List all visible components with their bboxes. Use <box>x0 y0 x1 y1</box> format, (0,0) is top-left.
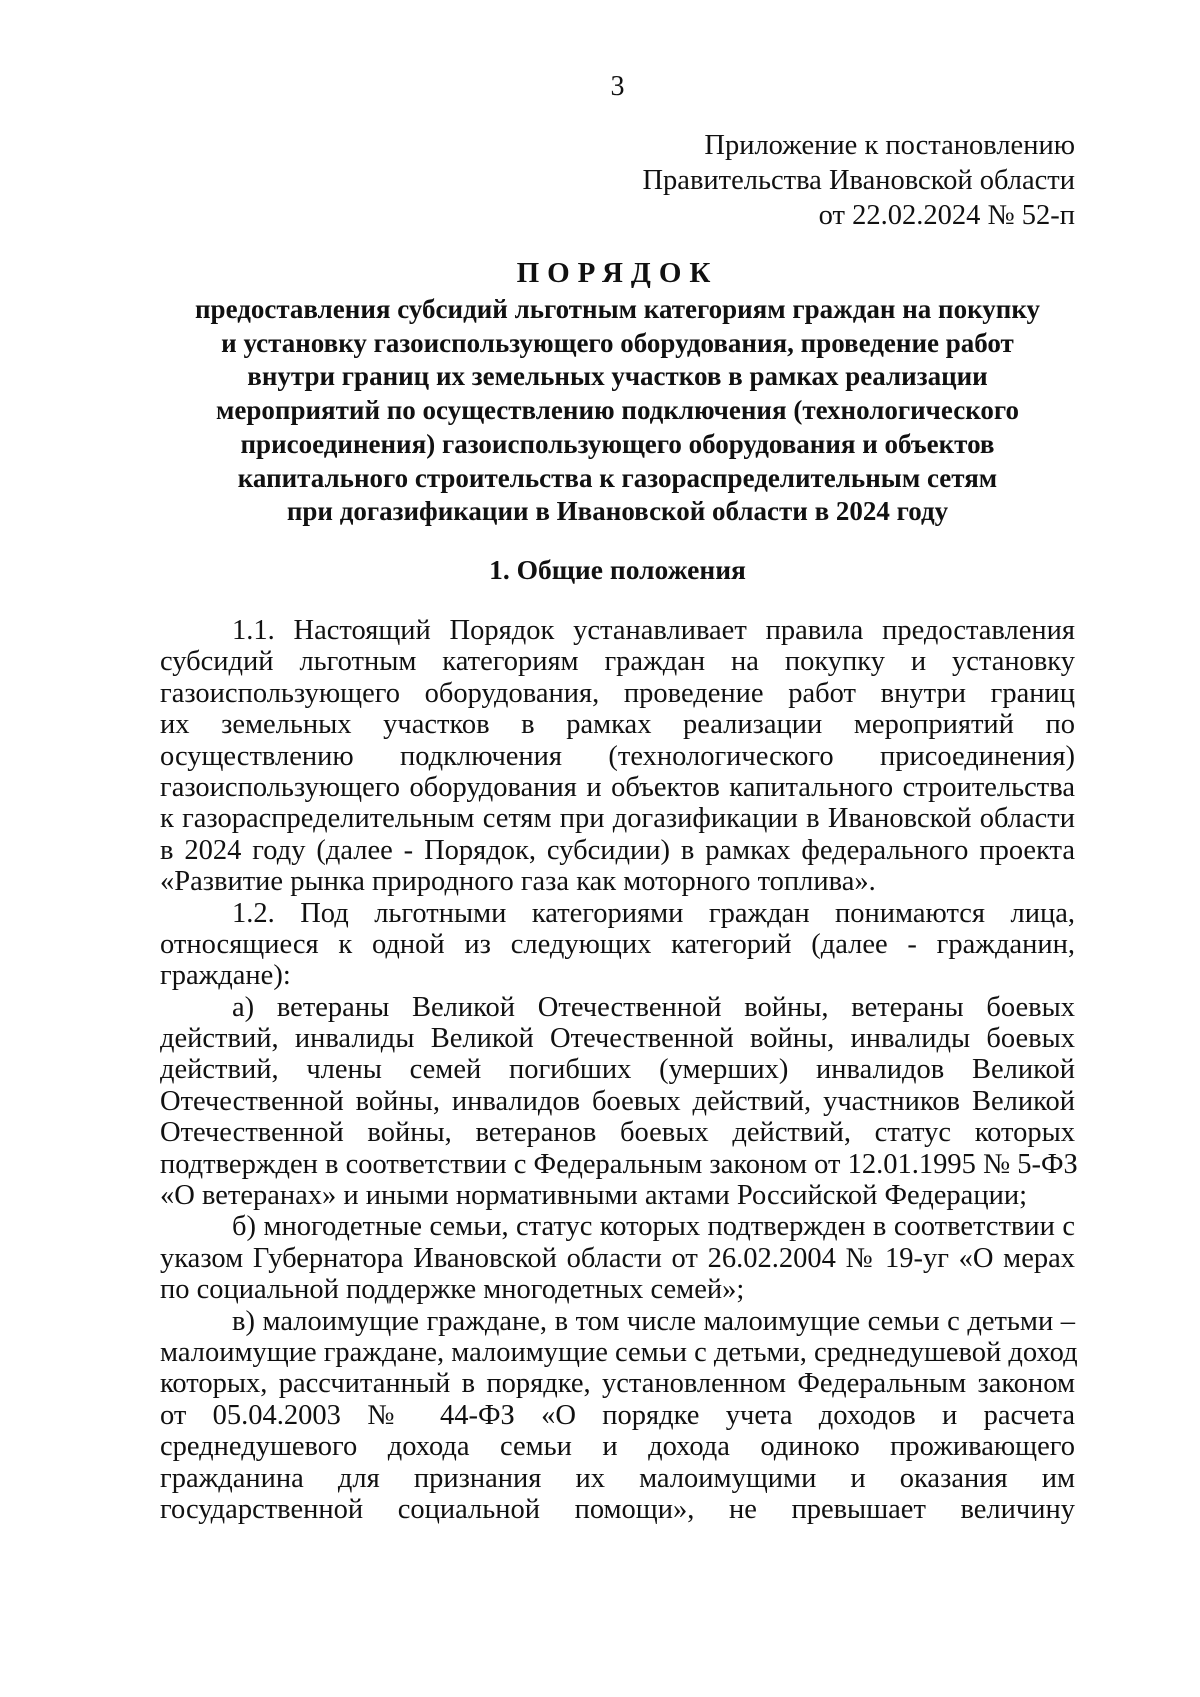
paragraph-line: их земельных участков в рамках реализации мероприятий по <box>160 709 1075 741</box>
document-title: ПОРЯДОК <box>516 257 719 289</box>
document-subtitle <box>160 293 1075 529</box>
paragraph-line: «Развитие рынка природного газа как моторного топлива». <box>160 866 876 898</box>
paragraph-line: среднедушевого дохода семьи и дохода одиноко проживающего <box>160 1431 1075 1463</box>
paragraph-line: Отечественной войны, ветеранов боевых действий, статус которых <box>160 1117 1075 1149</box>
subtitle-line: присоединения) газоиспользующего оборудования и объектов <box>240 428 995 459</box>
section-heading: 1. Общие положения <box>489 554 746 585</box>
paragraph-line: указом Губернатора Ивановской области от 26.02.2004 № 19-уг «О мерах <box>160 1242 1075 1274</box>
paragraph-line: которых, рассчитанный в порядке, установленном Федеральным законом <box>160 1368 1075 1400</box>
paragraph-line: к газораспределительным сетям при догазификации в Ивановской области <box>160 803 1075 835</box>
paragraph-line: от 05.04.2003 № 44-ФЗ «О порядке учета доходов и расчета <box>160 1399 1075 1431</box>
paragraph-line: газоиспользующего оборудования и объектов капитального строительства <box>160 771 1075 803</box>
body-text <box>160 615 1078 1525</box>
appendix-line: Правительства Ивановской области <box>642 165 1075 196</box>
subtitle-line: капитального строительства к газораспределительным сетям <box>237 462 998 493</box>
subtitle-line: внутри границ их земельных участков в рамках реализации <box>247 361 988 392</box>
paragraph-line: субсидий льготным категориям граждан на покупку и установку <box>160 646 1075 678</box>
paragraph-line: государственной социальной помощи», не превышает величину <box>160 1493 1075 1525</box>
subtitle-line: при догазификации в Ивановской области в 2024 году <box>286 496 949 527</box>
subtitle-line: мероприятий по осуществлению подключения (технологического <box>216 395 1019 426</box>
appendix-line: Приложение к постановлению <box>704 130 1075 161</box>
paragraph-line: газоиспользующего оборудования, проведение работ внутри границ <box>160 677 1075 709</box>
paragraph-line: «О ветеранах» и иными нормативными актами Российской Федерации; <box>160 1180 1027 1212</box>
paragraph-line: граждане): <box>160 960 291 992</box>
paragraph-line: действий, инвалиды Великой Отечественной войны, инвалиды боевых <box>160 1023 1075 1055</box>
paragraph-line: гражданина для признания их малоимущими и оказания им <box>160 1462 1075 1494</box>
paragraph-line: в 2024 году (далее - Порядок, субсидии) в рамках федерального проекта <box>160 834 1075 866</box>
appendix-reference <box>160 128 1075 233</box>
paragraph-line: действий, члены семей погибших (умерших) инвалидов Великой <box>160 1054 1075 1086</box>
paragraph-line: б) многодетные семьи, статус которых подтвержден в соответствии с <box>232 1211 1075 1243</box>
paragraph-line: 1.2. Под льготными категориями граждан понимаются лица, <box>232 897 1075 929</box>
paragraph-line: а) ветераны Великой Отечественной войны, ветераны боевых <box>232 991 1075 1023</box>
paragraph-line: относящиеся к одной из следующих категорий (далее - гражданин, <box>160 928 1075 960</box>
subtitle-line: и установку газоиспользующего оборудования, проведение работ <box>221 327 1014 358</box>
paragraph-line: Отечественной войны, инвалидов боевых действий, участников Великой <box>160 1085 1075 1117</box>
paragraph-line: малоимущие граждане, малоимущие семьи с детьми, среднедушевой доход <box>160 1336 1078 1368</box>
paragraph-line: в) малоимущие граждане, в том числе малоимущие семьи с детьми – <box>232 1305 1075 1337</box>
paragraph-line: 1.1. Настоящий Порядок устанавливает правила предоставления <box>232 615 1075 646</box>
appendix-line: от 22.02.2024 № 52-п <box>818 200 1075 231</box>
paragraph-line: осуществлению подключения (технологического присоединения) <box>160 740 1075 772</box>
subtitle-line: предоставления субсидий льготным категориям граждан на покупку <box>195 294 1040 324</box>
document-page <box>160 0 1078 1697</box>
page-number: 3 <box>610 71 625 102</box>
paragraph-line: подтвержден в соответствии с Федеральным законом от 12.01.1995 № 5-ФЗ <box>160 1148 1078 1180</box>
paragraph-line: по социальной поддержке многодетных семей»; <box>160 1274 745 1306</box>
